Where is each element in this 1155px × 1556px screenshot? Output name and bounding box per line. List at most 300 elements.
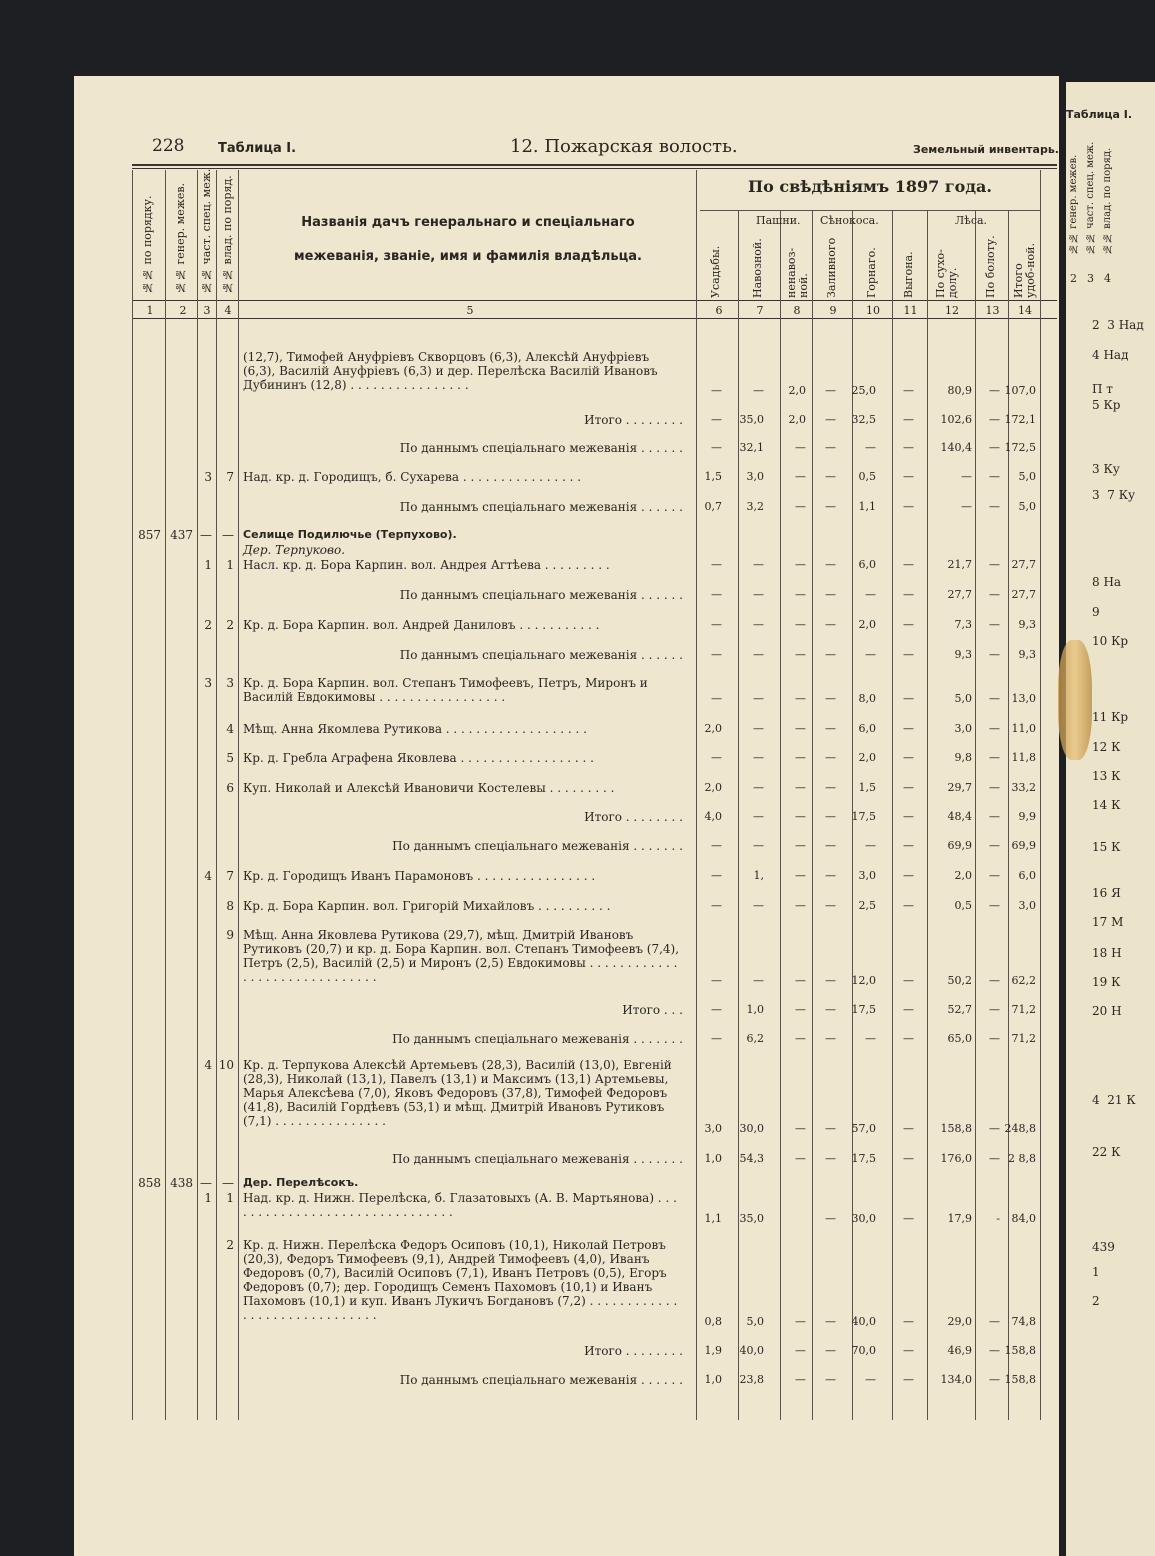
value-cell: 17,5 (851, 810, 876, 823)
value-cell: 33,2 (1011, 781, 1036, 794)
value-cell: 25,0 (851, 384, 876, 397)
value-cell: 6,0 (858, 558, 876, 571)
value-cell: — (989, 810, 1000, 823)
value-cell: — (903, 839, 914, 852)
section-title: Земельный инвентарь. (913, 143, 1059, 156)
value-cell: 1,1 (858, 500, 876, 513)
subgroup-senokosa: Сѣнокоса. (820, 214, 879, 227)
value-cell: — (711, 588, 722, 601)
group-rule (700, 210, 1040, 211)
value-cell: 46,9 (947, 1344, 972, 1357)
page-fold-stain (1058, 640, 1092, 760)
value-cell: — (825, 1152, 836, 1165)
value-cell: — (825, 441, 836, 454)
value-cell: 57,0 (851, 1122, 876, 1135)
value-cell: — (989, 751, 1000, 764)
next-page-col-number: 3 (1087, 272, 1094, 285)
value-cell: 2,0 (788, 413, 806, 426)
next-page-entry: П т (1092, 382, 1113, 396)
value-cell: 32,1 (739, 441, 764, 454)
value-cell: 84,0 (1011, 1212, 1036, 1225)
value-cell: — (989, 1344, 1000, 1357)
col-line (238, 170, 239, 1420)
value-cell: — (795, 839, 806, 852)
value-cell: 35,0 (739, 1212, 764, 1225)
value-cell: — (753, 751, 764, 764)
next-page-col-number: 4 (1104, 272, 1111, 285)
value-cell: — (989, 648, 1000, 661)
owner-description: Насл. кр. д. Бора Карпин. вол. Андрея Агтѣева . . . . . . . . . (243, 558, 610, 572)
next-page-entry: 11 Кр (1092, 710, 1129, 724)
value-cell: — (903, 1315, 914, 1328)
row-index-c4: 8 (226, 899, 234, 913)
value-cell: 2,0 (704, 722, 722, 735)
row-index-c4: 9 (226, 928, 234, 942)
value-cell: 29,0 (947, 1315, 972, 1328)
value-cell: — (989, 839, 1000, 852)
value-cell: 69,9 (1011, 839, 1036, 852)
value-cell: 1,0 (746, 1003, 764, 1016)
value-cell: — (753, 810, 764, 823)
value-cell: 32,5 (851, 413, 876, 426)
value-cell: — (711, 974, 722, 987)
value-cell: — (989, 1152, 1000, 1165)
value-cell: — (903, 869, 914, 882)
row-index-c3: 4 (204, 869, 212, 883)
row-index-c4: 7 (226, 470, 234, 484)
value-cell: 9,8 (954, 751, 972, 764)
value-cell: — (825, 839, 836, 852)
value-cell: 71,2 (1011, 1032, 1036, 1045)
next-page-entry: 3 Ку (1092, 462, 1120, 476)
value-cell: — (865, 839, 876, 852)
row-index-c4: 7 (226, 869, 234, 883)
row-index-c3: 1 (204, 558, 212, 572)
next-page-entry: 5 Кр (1092, 398, 1121, 412)
value-cell: 6,0 (1018, 869, 1036, 882)
value-cell: 6,2 (746, 1032, 764, 1045)
value-cell: — (865, 1373, 876, 1386)
value-cell: 3,2 (746, 500, 764, 513)
value-cell: — (825, 692, 836, 705)
value-cell: 70,0 (851, 1344, 876, 1357)
value-cell: 172,5 (1004, 441, 1036, 454)
value-cell: 9,3 (1018, 618, 1036, 631)
col-header-nenavoz: ненавоз-ной. (785, 247, 810, 298)
column-number: 6 (715, 304, 723, 317)
subtotal-label: По даннымъ спеціальнаго межеванія . . . . . . . (392, 1152, 683, 1166)
col-line (696, 170, 697, 1420)
value-cell: — (711, 618, 722, 631)
owner-description: Мѣщ. Анна Якомлева Рутикова . . . . . . . . . . . . . . . . . . . (243, 722, 587, 736)
owner-description: (12,7), Тимофей Ануфріевъ Скворцовъ (6,3), Алексѣй Ануфріевъ (6,3), Василій Ануфріевъ (6,3) и дер. Перелѣска Василій Ивановъ Дубининъ (12,8) . . . . . . . . . . . . . . . . (243, 350, 658, 392)
value-cell: — (903, 722, 914, 735)
col-header-usadby: Усадьбы. (709, 245, 722, 298)
next-page-entry: 3 7 Ку (1092, 488, 1136, 502)
value-cell: 11,8 (1011, 751, 1036, 764)
value-cell: — (903, 810, 914, 823)
value-cell: — (903, 1373, 914, 1386)
subtotal-label: По даннымъ спеціальнаго межеванія . . . . . . (399, 441, 683, 455)
value-cell: — (825, 384, 836, 397)
value-cell: — (825, 470, 836, 483)
value-cell: — (903, 974, 914, 987)
header-rule-bottom (132, 300, 1057, 301)
next-page-entry: 16 Я (1092, 886, 1121, 900)
value-cell: 40,0 (851, 1315, 876, 1328)
value-cell: — (795, 1122, 806, 1135)
value-cell: — (795, 810, 806, 823)
value-cell: 5,0 (1018, 470, 1036, 483)
value-cell: — (989, 899, 1000, 912)
owner-description: Кр. д. Городищъ Иванъ Парамоновъ . . . . . . . . . . . . . . . . (243, 869, 596, 883)
subgroup-pashni: Пашни. (756, 214, 801, 227)
value-cell: 0,7 (704, 500, 722, 513)
value-cell: — (753, 618, 764, 631)
value-cell: 69,9 (947, 839, 972, 852)
owner-description: Кр. д. Гребла Аграфена Яковлева . . . . . . . . . . . . . . . . . . (243, 751, 594, 765)
value-cell: 35,0 (739, 413, 764, 426)
subtotal-label: Итого . . . . . . . . (584, 810, 683, 824)
next-page-col-number: 2 (1070, 272, 1077, 285)
row-index-c1: 858 (138, 1176, 161, 1190)
next-page-entry: 8 На (1092, 575, 1122, 589)
value-cell: 48,4 (947, 810, 972, 823)
col-line (927, 210, 928, 1420)
row-index-c2: 438 (170, 1176, 193, 1190)
value-cell: 23,8 (739, 1373, 764, 1386)
value-cell: — (795, 618, 806, 631)
col-header-vlad: №№ влад. по поряд. (221, 175, 234, 294)
next-page-entry: 2 3 Над (1092, 318, 1144, 332)
col-header-gen: №№ генер. межев. (174, 182, 187, 294)
value-cell: — (795, 722, 806, 735)
next-page-entry: 15 К (1092, 840, 1121, 854)
value-cell: 21,7 (947, 558, 972, 571)
value-cell: — (825, 588, 836, 601)
value-cell: — (903, 751, 914, 764)
value-cell: 8,0 (858, 692, 876, 705)
subtotal-label: Итого . . . (622, 1003, 683, 1017)
value-cell: 17,5 (851, 1152, 876, 1165)
value-cell: — (989, 470, 1000, 483)
value-cell: 2,5 (858, 899, 876, 912)
value-cell: — (989, 1373, 1000, 1386)
column-number: 9 (829, 304, 837, 317)
value-cell: — (961, 470, 972, 483)
value-cell: — (753, 558, 764, 571)
value-cell: — (989, 1122, 1000, 1135)
value-cell: — (825, 558, 836, 571)
value-cell: 4,0 (704, 810, 722, 823)
header-rule-top (132, 164, 1057, 166)
row-index-c4: 6 (226, 781, 234, 795)
value-cell: 0,5 (858, 470, 876, 483)
value-cell: — (795, 1032, 806, 1045)
next-page-table-label: Таблица I. (1066, 108, 1133, 121)
value-cell: 2,0 (704, 781, 722, 794)
value-cell: 13,0 (1011, 692, 1036, 705)
value-cell: — (825, 974, 836, 987)
value-cell: — (903, 1344, 914, 1357)
value-cell: — (711, 441, 722, 454)
value-cell: — (903, 1003, 914, 1016)
value-cell: — (825, 1122, 836, 1135)
col-header-navoz: Навозной. (751, 238, 764, 298)
row-index-c3: 3 (204, 676, 212, 690)
owner-description: Дер. Перелѣсокъ. (243, 1176, 359, 1189)
value-cell: — (825, 1212, 836, 1225)
value-cell: 0,5 (954, 899, 972, 912)
subgroup-lesa: Лѣса. (955, 214, 988, 227)
value-cell: 50,2 (947, 974, 972, 987)
value-cell: — (825, 648, 836, 661)
value-cell: — (711, 384, 722, 397)
row-index-c4: — (222, 528, 234, 542)
value-cell: — (903, 441, 914, 454)
value-cell: — (825, 722, 836, 735)
value-cell: — (753, 384, 764, 397)
value-cell: — (711, 413, 722, 426)
value-cell: — (711, 751, 722, 764)
value-cell: — (989, 1315, 1000, 1328)
value-cell: 134,0 (940, 1373, 972, 1386)
value-cell: 12,0 (851, 974, 876, 987)
value-cell: 158,8 (940, 1122, 972, 1135)
value-cell: 5,0 (1018, 500, 1036, 513)
row-index-c4: 2 (226, 618, 234, 632)
value-cell: — (903, 1032, 914, 1045)
value-cell: 29,7 (947, 781, 972, 794)
value-cell: 2,0 (858, 618, 876, 631)
subtotal-label: Итого . . . . . . . . (584, 413, 683, 427)
value-cell: 1,5 (858, 781, 876, 794)
value-cell: — (903, 588, 914, 601)
value-cell: — (795, 1373, 806, 1386)
value-cell: — (989, 413, 1000, 426)
value-cell: 1,5 (704, 470, 722, 483)
column-number: 3 (203, 304, 211, 317)
value-cell: — (903, 413, 914, 426)
value-cell: — (795, 751, 806, 764)
owner-description: Кр. д. Бора Карпин. вол. Степанъ Тимофеевъ, Петръ, Миронъ и Василій Евдокимовы . . . . . . . . . . . . . . . . . (243, 676, 648, 704)
owner-description: Над. кр. д. Нижн. Перелѣска, б. Глазатовыхъ (А. В. Мартьянова) . . . . . . . . . . . . . . . . . . . . . . . . . . . . . . . (243, 1191, 677, 1219)
group-header: По свѣдѣніямъ 1897 года. (748, 177, 992, 196)
value-cell: — (825, 1032, 836, 1045)
value-cell: 7,3 (954, 618, 972, 631)
col-header-names: Названія дачъ генеральнаго и спеціальнаго межеванія, званіе, имя и фамилія владѣльца. (294, 215, 642, 264)
value-cell: — (753, 588, 764, 601)
subtotal-label: По даннымъ спеціальнаго межеванія . . . . . . . (392, 1032, 683, 1046)
value-cell: — (989, 722, 1000, 735)
value-cell: — (825, 810, 836, 823)
value-cell: — (989, 500, 1000, 513)
value-cell: — (795, 692, 806, 705)
value-cell: 52,7 (947, 1003, 972, 1016)
value-cell: 1, (753, 869, 764, 882)
col-line (197, 170, 198, 1420)
value-cell: — (865, 441, 876, 454)
value-cell: 80,9 (947, 384, 972, 397)
value-cell: 71,2 (1011, 1003, 1036, 1016)
value-cell: — (711, 1003, 722, 1016)
column-number-rule (132, 318, 1057, 319)
value-cell: — (825, 781, 836, 794)
value-cell: 17,9 (947, 1212, 972, 1225)
value-cell: — (825, 1003, 836, 1016)
col-header-order: №№ по порядку. (141, 195, 154, 294)
col-header-vygon: Выгона. (902, 251, 915, 298)
value-cell: 107,0 (1004, 384, 1036, 397)
value-cell: — (795, 588, 806, 601)
value-cell: — (903, 781, 914, 794)
value-cell: — (989, 692, 1000, 705)
value-cell: — (903, 899, 914, 912)
next-page-entry: 13 К (1092, 769, 1121, 783)
value-cell: — (753, 839, 764, 852)
value-cell: — (795, 441, 806, 454)
col-line (1040, 170, 1041, 1420)
row-index-c3: — (200, 1176, 212, 1190)
value-cell: — (795, 974, 806, 987)
column-number: 8 (793, 304, 801, 317)
value-cell: 158,8 (1004, 1373, 1036, 1386)
value-cell: 6,0 (858, 722, 876, 735)
value-cell: 2,0 (788, 384, 806, 397)
next-page-entry: 12 К (1092, 740, 1121, 754)
row-index-c4: 1 (226, 558, 234, 572)
col-header-gorn: Горнаго. (865, 247, 878, 298)
value-cell: — (989, 1003, 1000, 1016)
col-line (216, 170, 217, 1420)
value-cell: 27,7 (947, 588, 972, 601)
row-index-c2: 437 (170, 528, 193, 542)
value-cell: 2,0 (858, 751, 876, 764)
value-cell: — (825, 869, 836, 882)
row-index-c4: 3 (226, 676, 234, 690)
row-index-c1: 857 (138, 528, 161, 542)
value-cell: 172,1 (1004, 413, 1036, 426)
next-page-entry: 1 (1092, 1265, 1100, 1279)
next-page-entry: 4 Над (1092, 348, 1129, 362)
column-number: 5 (466, 304, 474, 317)
col-header-itogo: Итого удоб-ной. (1012, 243, 1037, 298)
value-cell: — (903, 384, 914, 397)
value-cell: 158,8 (1004, 1344, 1036, 1357)
value-cell: — (711, 1032, 722, 1045)
value-cell: — (753, 974, 764, 987)
col-line (132, 170, 133, 1420)
value-cell: — (989, 558, 1000, 571)
subtotal-label: По даннымъ спеціальнаго межеванія . . . . . . (399, 500, 683, 514)
header-rule-thin (132, 168, 1057, 169)
value-cell: - (996, 1212, 1000, 1225)
value-cell: 62,2 (1011, 974, 1036, 987)
value-cell: — (865, 648, 876, 661)
value-cell: — (711, 648, 722, 661)
value-cell: 65,0 (947, 1032, 972, 1045)
row-index-c3: — (200, 528, 212, 542)
value-cell: — (753, 899, 764, 912)
owner-description: Селище Подилючье (Терпухово). (243, 528, 457, 541)
value-cell: — (711, 692, 722, 705)
value-cell: — (795, 558, 806, 571)
column-number: 13 (985, 304, 1000, 317)
value-cell: 27,7 (1011, 588, 1036, 601)
value-cell: — (903, 692, 914, 705)
value-cell: 102,6 (940, 413, 972, 426)
value-cell: 3,0 (746, 470, 764, 483)
next-page-entry: 18 Н (1092, 946, 1122, 960)
column-number: 12 (945, 304, 959, 317)
row-index-c4: 10 (218, 1058, 234, 1072)
column-number: 1 (146, 304, 154, 317)
owner-description: Дер. Терпуково. (243, 543, 346, 557)
next-page-entry: 10 Кр (1092, 634, 1129, 648)
value-cell: — (825, 1373, 836, 1386)
value-cell: 9,9 (1018, 810, 1036, 823)
col-header-boloto: По болоту. (984, 235, 997, 298)
column-number: 4 (224, 304, 232, 317)
value-cell: — (795, 648, 806, 661)
value-cell: — (903, 1212, 914, 1225)
col-line (165, 170, 166, 1420)
row-index-c3: 4 (204, 1058, 212, 1072)
column-number: 10 (866, 304, 880, 317)
value-cell: 3,0 (954, 722, 972, 735)
value-cell: — (825, 618, 836, 631)
value-cell: — (753, 781, 764, 794)
value-cell: 9,3 (954, 648, 972, 661)
value-cell: — (865, 1032, 876, 1045)
owner-description: Над. кр. д. Городищъ, б. Сухарева . . . . . . . . . . . . . . . . (243, 470, 582, 484)
value-cell: — (825, 1344, 836, 1357)
value-cell: 1,0 (704, 1152, 722, 1165)
value-cell: 17,5 (851, 1003, 876, 1016)
column-number: 7 (756, 304, 764, 317)
value-cell: — (989, 974, 1000, 987)
next-page-entry: 14 К (1092, 798, 1121, 812)
row-index-c4: 5 (226, 751, 234, 765)
row-index-c4: 1 (226, 1191, 234, 1205)
value-cell: 2,0 (954, 869, 972, 882)
value-cell: — (989, 441, 1000, 454)
value-cell: — (825, 500, 836, 513)
next-page-entry: 20 Н (1092, 1004, 1122, 1018)
next-page-entry: 9 (1092, 605, 1100, 619)
row-index-c3: 2 (204, 618, 212, 632)
value-cell: — (795, 470, 806, 483)
value-cell: — (989, 588, 1000, 601)
value-cell: — (753, 648, 764, 661)
value-cell: — (711, 869, 722, 882)
value-cell: 5,0 (746, 1315, 764, 1328)
value-cell: 27,7 (1011, 558, 1036, 571)
row-index-c3: 1 (204, 1191, 212, 1205)
value-cell: — (903, 470, 914, 483)
value-cell: — (795, 1003, 806, 1016)
value-cell: — (825, 413, 836, 426)
value-cell: 0,8 (704, 1315, 722, 1328)
value-cell: — (903, 500, 914, 513)
owner-description: Мѣщ. Анна Яковлева Рутикова (29,7), мѣщ. Дмитрій Ивановъ Рутиковъ (20,7) и кр. д. Бора Карпин. вол. Степанъ Тимофеевъ (7,4), Петръ (2,5), Василій (2,5) и Миронъ (2,5) Евдокимовы . . . . . . . . . . . . . . . . . . . . . . . . . . . . . . (243, 928, 680, 984)
owner-description: Кр. д. Нижн. Перелѣска Федоръ Осиповъ (10,1), Николай Петровъ (20,3), Федоръ Тимофеевъ (9,1), Андрей Тимофеевъ (4,0), Иванъ Федоровъ (0,7), Василій Осиповъ (7,1), Иванъ Петровъ (0,5), Егоръ Федоровъ (0,7); дер. Городищъ Семенъ Пахомовъ (10,1) и Иванъ Пахомовъ (10,1) и куп. Иванъ Лукичъ Богдановъ (7,2) . . . . . . . . . . . . . . . . . . . . . . . . . . . . . . (243, 1238, 678, 1322)
next-page-entry: 17 М (1092, 915, 1124, 929)
col-header-suhodol: По сухо-долу. (934, 249, 959, 298)
next-page-col-header: №№ влад. по поряд. (1102, 147, 1113, 254)
value-cell: — (753, 692, 764, 705)
value-cell: 30,0 (851, 1212, 876, 1225)
